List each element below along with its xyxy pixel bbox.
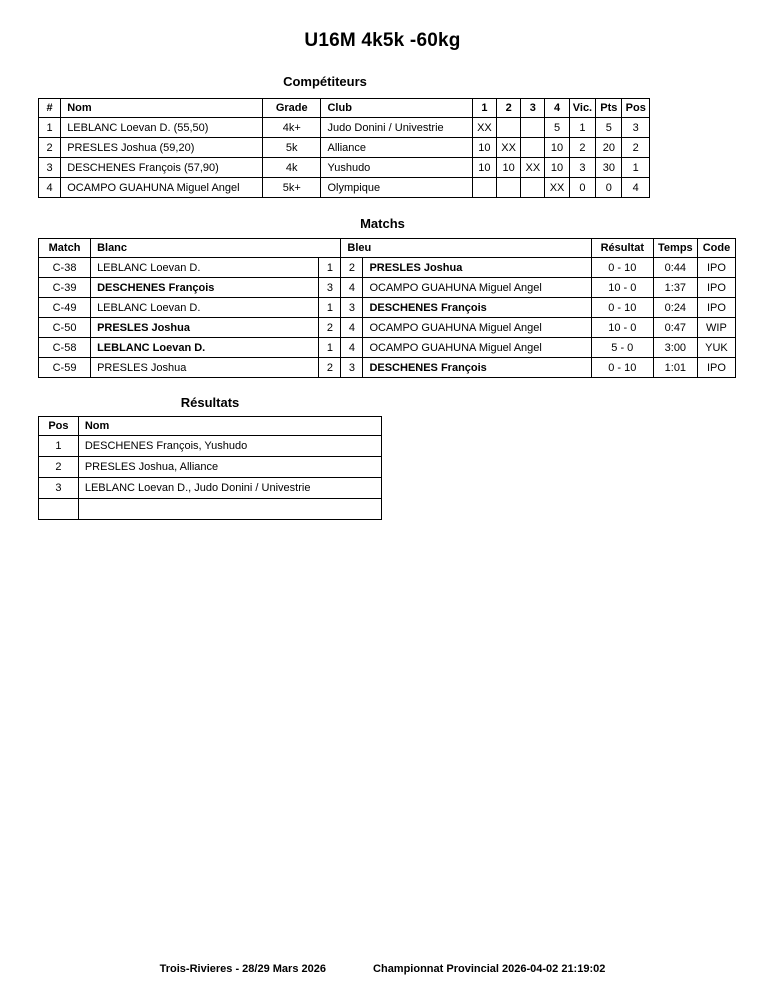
matches-section-title: Matchs	[360, 216, 405, 231]
cell-blue-name: DESCHENES François	[363, 298, 591, 318]
cell-points: 0	[596, 178, 622, 198]
cell-club: Alliance	[321, 138, 472, 158]
cell-name: PRESLES Joshua (59,20)	[61, 138, 263, 158]
cell-round-3	[521, 138, 545, 158]
cell-white-seed: 1	[319, 258, 341, 278]
column-header-round-4: 4	[545, 99, 569, 118]
cell-white-seed: 1	[319, 338, 341, 358]
cell-white-seed: 1	[319, 298, 341, 318]
table-row	[39, 138, 650, 158]
cell-white-seed: 2	[319, 358, 341, 378]
cell-time: 1:37	[653, 278, 697, 298]
cell-points: 5	[596, 118, 622, 138]
table-row	[39, 178, 650, 198]
column-header-position: Pos	[622, 99, 650, 118]
column-header-number: #	[39, 99, 61, 118]
table-row	[39, 118, 650, 138]
column-header-club: Club	[321, 99, 472, 118]
cell-victories: 0	[569, 178, 596, 198]
cell-round-2: 10	[497, 158, 521, 178]
cell-grade: 4k+	[262, 118, 321, 138]
cell-result: 0 - 10	[591, 298, 653, 318]
cell-victories: 2	[569, 138, 596, 158]
cell-name: DESCHENES François (57,90)	[61, 158, 263, 178]
cell-white-seed: 3	[319, 278, 341, 298]
matches-table	[38, 238, 736, 378]
cell-round-1	[472, 178, 496, 198]
column-header-blue: Bleu	[341, 239, 591, 258]
cell-victories: 1	[569, 118, 596, 138]
cell-position: 2	[39, 457, 79, 478]
cell-number: 3	[39, 158, 61, 178]
cell-name: DESCHENES François, Yushudo	[78, 436, 381, 457]
cell-code: WIP	[697, 318, 735, 338]
cell-blue-seed: 4	[341, 338, 363, 358]
cell-round-3	[521, 178, 545, 198]
cell-round-1: 10	[472, 138, 496, 158]
cell-club: Judo Donini / Univestrie	[321, 118, 472, 138]
footer-event-title: Championnat Provincial 2026-04-02 21:19:02	[373, 963, 606, 975]
column-header-name: Nom	[61, 99, 263, 118]
column-header-code: Code	[697, 239, 735, 258]
table-row	[39, 298, 736, 318]
cell-match-id: C-49	[39, 298, 91, 318]
results-table	[38, 416, 382, 520]
cell-blue-seed: 2	[341, 258, 363, 278]
cell-blue-name: OCAMPO GUAHUNA Miguel Angel	[363, 278, 591, 298]
cell-time: 3:00	[653, 338, 697, 358]
cell-code: IPO	[697, 258, 735, 278]
column-header-position: Pos	[39, 417, 79, 436]
cell-round-2: XX	[497, 138, 521, 158]
cell-position: 3	[39, 478, 79, 499]
cell-white-name: PRESLES Joshua	[91, 358, 319, 378]
cell-round-1: XX	[472, 118, 496, 138]
table-row	[39, 499, 382, 520]
cell-blue-name: DESCHENES François	[363, 358, 591, 378]
cell-code: IPO	[697, 298, 735, 318]
cell-result: 10 - 0	[591, 278, 653, 298]
cell-number: 1	[39, 118, 61, 138]
cell-number: 2	[39, 138, 61, 158]
cell-blue-name: OCAMPO GUAHUNA Miguel Angel	[363, 338, 591, 358]
cell-white-name: LEBLANC Loevan D.	[91, 298, 319, 318]
cell-blue-seed: 4	[341, 318, 363, 338]
cell-white-seed: 2	[319, 318, 341, 338]
table-header-row	[39, 417, 382, 436]
cell-code: IPO	[697, 358, 735, 378]
column-header-match: Match	[39, 239, 91, 258]
column-header-round-3: 3	[521, 99, 545, 118]
page-title: U16M 4k5k -60kg	[304, 30, 461, 51]
cell-number: 4	[39, 178, 61, 198]
cell-result: 10 - 0	[591, 318, 653, 338]
table-row	[39, 436, 382, 457]
cell-name: PRESLES Joshua, Alliance	[78, 457, 381, 478]
cell-blue-name: PRESLES Joshua	[363, 258, 591, 278]
table-header-row	[39, 99, 650, 118]
cell-round-2	[497, 118, 521, 138]
cell-round-1: 10	[472, 158, 496, 178]
competitors-table	[38, 98, 650, 198]
column-header-white: Blanc	[91, 239, 341, 258]
cell-points: 20	[596, 138, 622, 158]
table-header-row	[39, 239, 736, 258]
cell-club: Olympique	[321, 178, 472, 198]
cell-result: 5 - 0	[591, 338, 653, 358]
cell-result: 0 - 10	[591, 358, 653, 378]
cell-time: 0:44	[653, 258, 697, 278]
cell-position: 1	[622, 158, 650, 178]
cell-name: OCAMPO GUAHUNA Miguel Angel	[61, 178, 263, 198]
table-row	[39, 318, 736, 338]
column-header-name: Nom	[78, 417, 381, 436]
cell-round-3: XX	[521, 158, 545, 178]
cell-match-id: C-58	[39, 338, 91, 358]
cell-match-id: C-59	[39, 358, 91, 378]
cell-grade: 5k+	[262, 178, 321, 198]
cell-time: 0:24	[653, 298, 697, 318]
competitors-table-wrapper	[38, 98, 650, 198]
cell-name	[78, 499, 381, 520]
cell-points: 30	[596, 158, 622, 178]
cell-name: LEBLANC Loevan D. (55,50)	[61, 118, 263, 138]
footer-event-location: Trois-Rivieres - 28/29 Mars 2026	[159, 963, 326, 975]
cell-position: 3	[622, 118, 650, 138]
results-section-title: Résultats	[180, 395, 240, 410]
cell-match-id: C-50	[39, 318, 91, 338]
cell-blue-name: OCAMPO GUAHUNA Miguel Angel	[363, 318, 591, 338]
competitors-section-title: Compétiteurs	[283, 74, 367, 89]
cell-blue-seed: 3	[341, 298, 363, 318]
column-header-time: Temps	[653, 239, 697, 258]
cell-round-4: 10	[545, 158, 569, 178]
table-row	[39, 457, 382, 478]
cell-position: 1	[39, 436, 79, 457]
column-header-round-1: 1	[472, 99, 496, 118]
cell-club: Yushudo	[321, 158, 472, 178]
cell-round-2	[497, 178, 521, 198]
footer	[0, 963, 765, 975]
cell-time: 0:47	[653, 318, 697, 338]
cell-code: YUK	[697, 338, 735, 358]
table-row	[39, 338, 736, 358]
column-header-result: Résultat	[591, 239, 653, 258]
cell-round-4: 10	[545, 138, 569, 158]
column-header-points: Pts	[596, 99, 622, 118]
cell-blue-seed: 3	[341, 358, 363, 378]
cell-white-name: DESCHENES François	[91, 278, 319, 298]
cell-white-name: PRESLES Joshua	[91, 318, 319, 338]
cell-code: IPO	[697, 278, 735, 298]
cell-position: 4	[622, 178, 650, 198]
table-row	[39, 478, 382, 499]
cell-blue-seed: 4	[341, 278, 363, 298]
cell-white-name: LEBLANC Loevan D.	[91, 258, 319, 278]
results-table-wrapper	[38, 416, 382, 520]
cell-result: 0 - 10	[591, 258, 653, 278]
table-row	[39, 158, 650, 178]
column-header-victories: Vic.	[569, 99, 596, 118]
table-row	[39, 358, 736, 378]
cell-white-name: LEBLANC Loevan D.	[91, 338, 319, 358]
column-header-round-2: 2	[497, 99, 521, 118]
cell-time: 1:01	[653, 358, 697, 378]
matches-table-wrapper	[38, 238, 736, 378]
cell-victories: 3	[569, 158, 596, 178]
cell-round-4: XX	[545, 178, 569, 198]
cell-round-3	[521, 118, 545, 138]
cell-grade: 4k	[262, 158, 321, 178]
table-row	[39, 258, 736, 278]
cell-name: LEBLANC Loevan D., Judo Donini / Univestrie	[78, 478, 381, 499]
cell-position	[39, 499, 79, 520]
cell-position: 2	[622, 138, 650, 158]
cell-round-4: 5	[545, 118, 569, 138]
cell-grade: 5k	[262, 138, 321, 158]
column-header-grade: Grade	[262, 99, 321, 118]
table-row	[39, 278, 736, 298]
cell-match-id: C-38	[39, 258, 91, 278]
cell-match-id: C-39	[39, 278, 91, 298]
